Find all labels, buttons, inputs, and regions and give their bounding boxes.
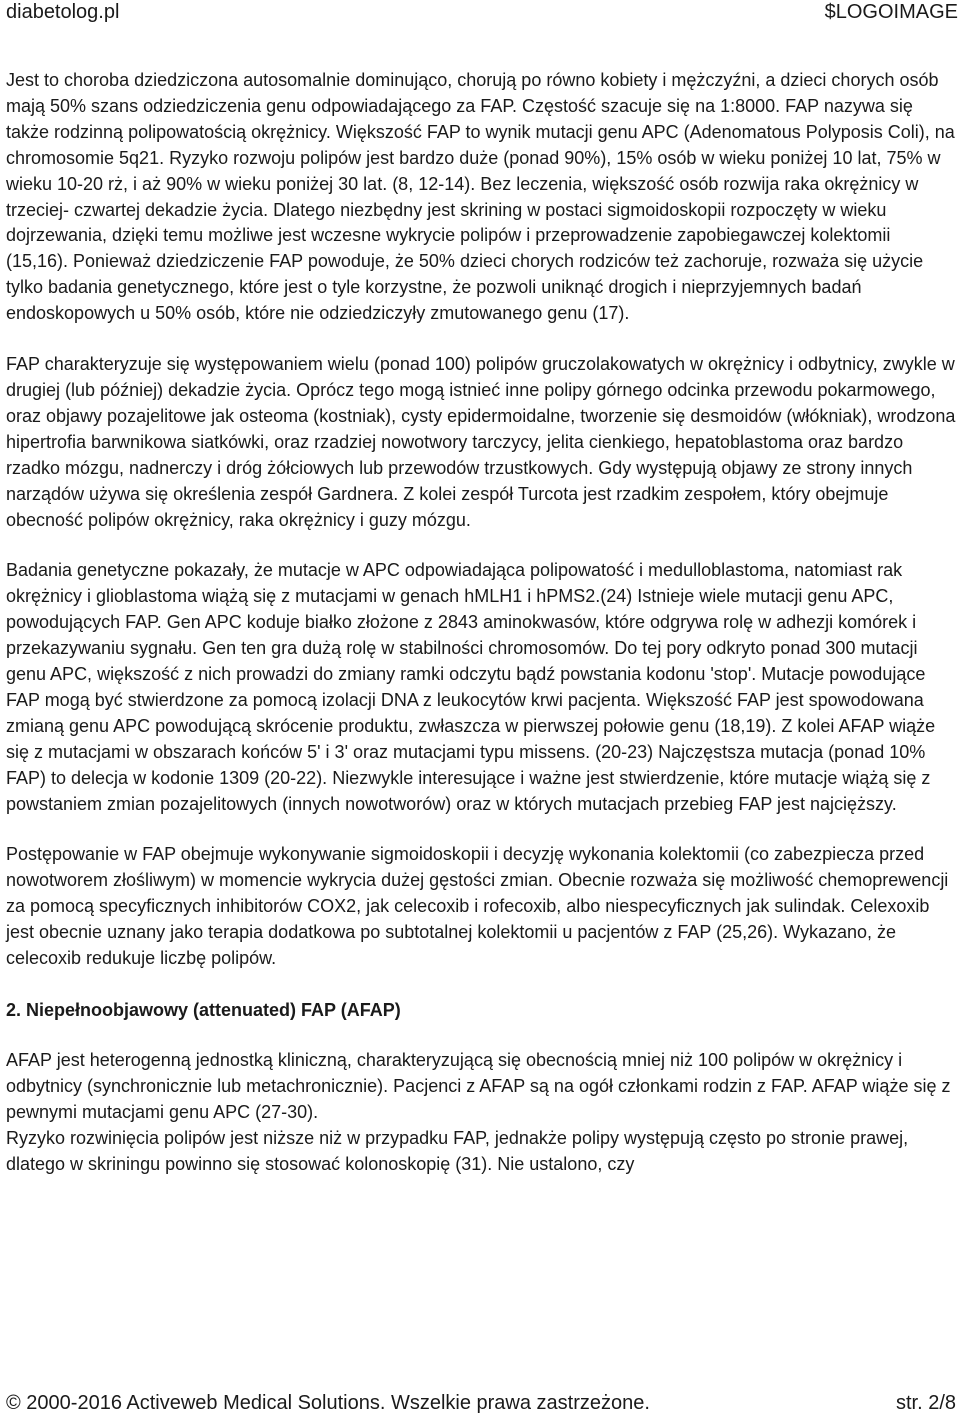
page-footer — [6, 1390, 956, 1416]
site-name: diabetolog.pl — [6, 1, 120, 23]
article-body — [6, 68, 956, 1178]
paragraph-genetic-research: Badania genetyczne pokazały, że mutacje w APC odpowiadająca polipowatość i medulloblastoma, natomiast rak okrężnicy i glioblastoma wiążą się z mutacjami w genach hMLH1 i hPMS2.(24) Istnieje wiele mutacji genu APC, powodujących FAP. Gen APC koduje białko złożone z 2843 aminokwasów, które odgrywa rolę w adhezji komórek i przekazywaniu sygnału. Gen ten gra dużą rolę w stabilności chromosomów. Do tej pory odkryto ponad 300 mutacji genu APC, większość z nich prowadzi do zmiany ramki odczytu bądź powstania kodonu 'stop'. Mutacje powodujące FAP mogą być stwierdzone za pomocą izolacji DNA z leukocytów krwi pacjenta. Większość FAP jest spowodowana zmianą genu APC powodującą skrócenie produktu, zwłaszcza w pierwszej połowie genu (18,19). Z kolei AFAP wiąże się z mutacjami w obszarach końców 5' i 3' oraz mutacjami typu missens. (20-23) Najczęstsza mutacja (ponad 10% FAP) to delecja w kodonie 1309 (20-22). Niezwykle interesujące i ważne jest stwierdzenie, które mutacje wiążą się z powstaniem zmian pozajelitowych (innych nowotworów) oraz w których mutacjach przebieg FAP jest najcięższy. — [6, 560, 936, 814]
page-number: str. 2/8 — [895, 1392, 956, 1414]
paragraph-afap-definition: AFAP jest heterogenną jednostką kliniczną, charakteryzującą się obecnością mniej niż 100 polipów w okrężnicy i odbytnicy (synchronicznie lub metachronicznie). Pacjenci z AFAP są na ogół członkami rodzin z FAP. AFAP wiąże się z pewnymi mutacjami genu APC (27-30). — [6, 1050, 951, 1122]
paragraph-fap-inheritance: Jest to choroba dziedziczona autosomalnie dominująco, chorują po równo kobiety i mężczyźni, a dzieci chorych osób mają 50% szans odziedziczenia genu odpowiadającego za FAP. Częstość szacuje się na 1:8000. FAP nazywa się także rodzinną polipowatością okrężnicy. Większość FAP to wynik mutacji genu APC (Adenomatous Polyposis Coli), na chromosomie 5q21. Ryzyko rozwoju polipów jest bardzo duże (ponad 90%), 15% osób w wieku poniżej 10 lat, 75% w wieku 10-20 rż, i aż 90% w wieku poniżej 30 lat. (8, 12-14). Bez leczenia, większość osób rozwija raka okrężnicy w trzeciej- czwartej dekadzie życia. Dlatego niezbędny jest skrining w postaci sigmoidoskopii rozpoczęty w wieku dojrzewania, dzięki temu możliwe jest wczesne wykrycie polipów i przeprowadzenie zapobiegawczej kolektomii (15,16). Ponieważ dziedziczenie FAP powoduje, że 50% dzieci chorych rodziców też zachoruje, rozważa się użycie tylko badania genetycznego, które jest o tyle korzystne, że pozwoli uniknąć drogich i nieprzyjemnych badań endoskopowych u 50% osób, które nie odziedziczyły zmutowanego genu (17). — [6, 70, 955, 324]
paragraph-fap-treatment: Postępowanie w FAP obejmuje wykonywanie sigmoidoskopii i decyzję wykonania kolektomii (co zabezpiecza przed nowotworem złośliwym) w momencie wykrycia dużej gęstości zmian. Obecnie rozważa się możliwość chemoprewencji za pomocą specyficznych inhibitorów COX2, jak celecoxib i rofecoxib, albo niespecyficznych jak sulindak. Celexoxib jest obecnie uznany jako terapia dodatkowa po subtotalnej kolektomii u pacjentów z FAP (25,26). Wykazano, że celecoxib redukuje liczbę polipów. — [6, 844, 949, 969]
section-heading-afap: 2. Niepełnoobjawowy (attenuated) FAP (AFAP) — [6, 1000, 401, 1020]
paragraph-fap-symptoms: FAP charakteryzuje się występowaniem wielu (ponad 100) polipów gruczolakowatych w okrężnicy i odbytnicy, zwykle w drugiej (lub później) dekadzie życia. Oprócz tego mogą istnieć inne polipy górnego odcinka przewodu pokarmowego, oraz objawy pozajelitowe jak osteoma (kostniak), cysty epidermoidalne, tworzenie się desmoidów (włókniak), wrodzona hipertrofia barwnikowa siatkówki, oraz rzadziej nowotwory tarczycy, jelita cienkiego, hepatoblastoma oraz bardzo rzadko mózgu, nadnerczy i dróg żółciowych lub przewodów trzustkowych. Gdy występują objawy ze strony innych narządów używa się określenia zespół Gardnera. Z kolei zespół Turcota jest rzadkim zespołem, który obejmuje obecność polipów okrężnicy, raka okrężnicy i guzy mózgu. — [6, 354, 956, 530]
copyright-notice: © 2000-2016 Activeweb Medical Solutions. Wszelkie prawa zastrzeżone. — [6, 1392, 650, 1414]
paragraph-afap-risk: Ryzyko rozwinięcia polipów jest niższe niż w przypadku FAP, jednakże polipy występują często po stronie prawej, dlatego w skriningu powinno się stosować kolonoskopię (31). Nie ustalono, czy — [6, 1127, 909, 1174]
page-header — [6, 0, 960, 30]
logo-placeholder: $LOGOIMAGE — [824, 1, 958, 23]
